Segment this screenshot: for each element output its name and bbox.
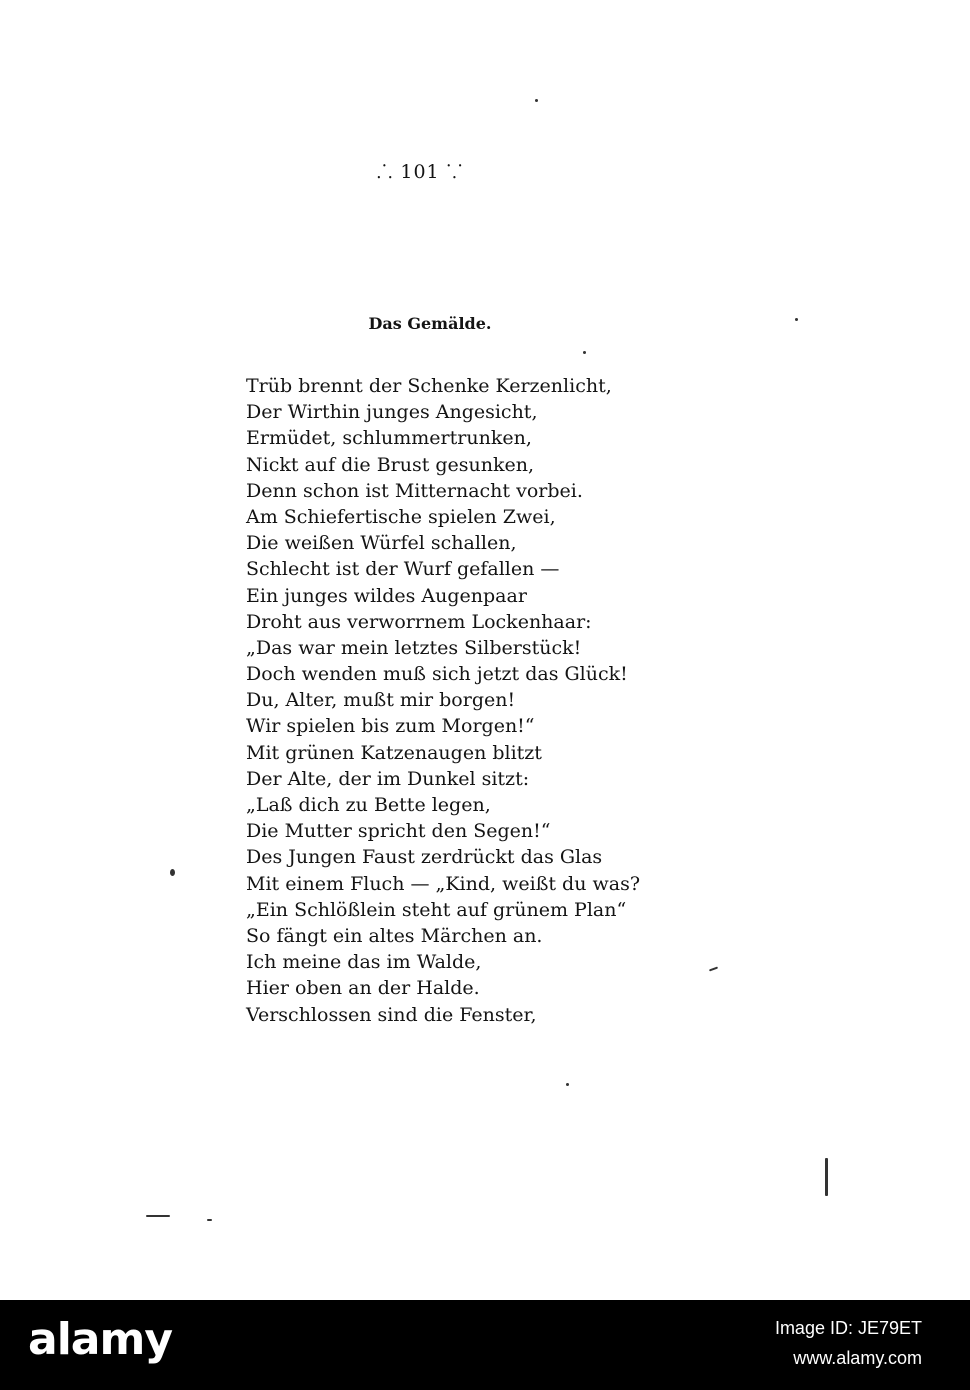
scan-speck <box>566 1083 569 1086</box>
poem-line: Du, Alter, mußt mir borgen! <box>246 689 516 712</box>
poem-line: „Laß dich zu Bette legen, <box>246 794 491 816</box>
poem-line: Denn schon ist Mitternacht vorbei. <box>246 479 583 502</box>
poem-line: Am Schiefertische spielen Zwei, <box>246 505 556 528</box>
poem-line: Mit einem Fluch — „Kind, weißt du was? <box>246 872 641 895</box>
poem-line: Hier oben an der Halde. <box>246 977 480 1000</box>
scan-speck <box>146 1215 170 1217</box>
poem-text <box>246 373 640 1028</box>
brand-logo: alamy <box>28 1314 172 1365</box>
scan-speck <box>535 99 538 102</box>
poem-line: Die Mutter spricht den Segen!“ <box>246 820 551 843</box>
poem-line: Des Jungen Faust zerdrückt das Glas <box>246 846 603 869</box>
scan-speck <box>583 351 586 354</box>
poem-line: Mit grünen Katzenaugen blitzt <box>246 741 542 764</box>
poem-line: Ein junges wildes Augenpaar <box>246 584 527 607</box>
poem-line: Schlecht ist der Wurf gefallen — <box>246 558 560 581</box>
poem-line: Nickt auf die Brust gesunken, <box>246 453 535 476</box>
poem-line: „Das war mein letztes Silberstück! <box>246 636 582 659</box>
poem-title: Das Gemälde. <box>368 314 492 333</box>
scan-speck <box>709 967 718 972</box>
poem-line: Die weißen Würfel schallen, <box>246 532 517 555</box>
scan-speck <box>170 869 175 876</box>
poem-line: Doch wenden muß sich jetzt das Glück! <box>246 663 628 686</box>
poem-line: Droht aus verworrnem Lockenhaar: <box>246 610 592 633</box>
poem-line: Trüb brennt der Schenke Kerzenlicht, <box>246 375 612 397</box>
watermark-banner <box>0 1300 970 1390</box>
poem-line: Ich meine das im Walde, <box>246 951 482 974</box>
poem-line: Der Wirthin junges Angesicht, <box>246 401 538 424</box>
image-id: Image ID: JE79ET <box>774 1318 922 1338</box>
scan-speck <box>825 1158 828 1196</box>
page-number: ⸫ 101 ⸪ <box>376 161 464 183</box>
scan-speck <box>795 318 798 321</box>
poem-line: Ermüdet, schlummertrunken, <box>246 427 532 450</box>
poem-line: Der Alte, der im Dunkel sitzt: <box>246 767 530 790</box>
poem-line: „Ein Schlößlein steht auf grünem Plan“ <box>246 898 627 921</box>
poem-line: So fängt ein altes Märchen an. <box>246 924 543 947</box>
site-url: www.alamy.com <box>793 1348 922 1368</box>
poem-line: Wir spielen bis zum Morgen!“ <box>246 715 535 738</box>
scan-speck <box>207 1219 212 1221</box>
poem-line: Verschlossen sind die Fenster, <box>246 1003 537 1026</box>
